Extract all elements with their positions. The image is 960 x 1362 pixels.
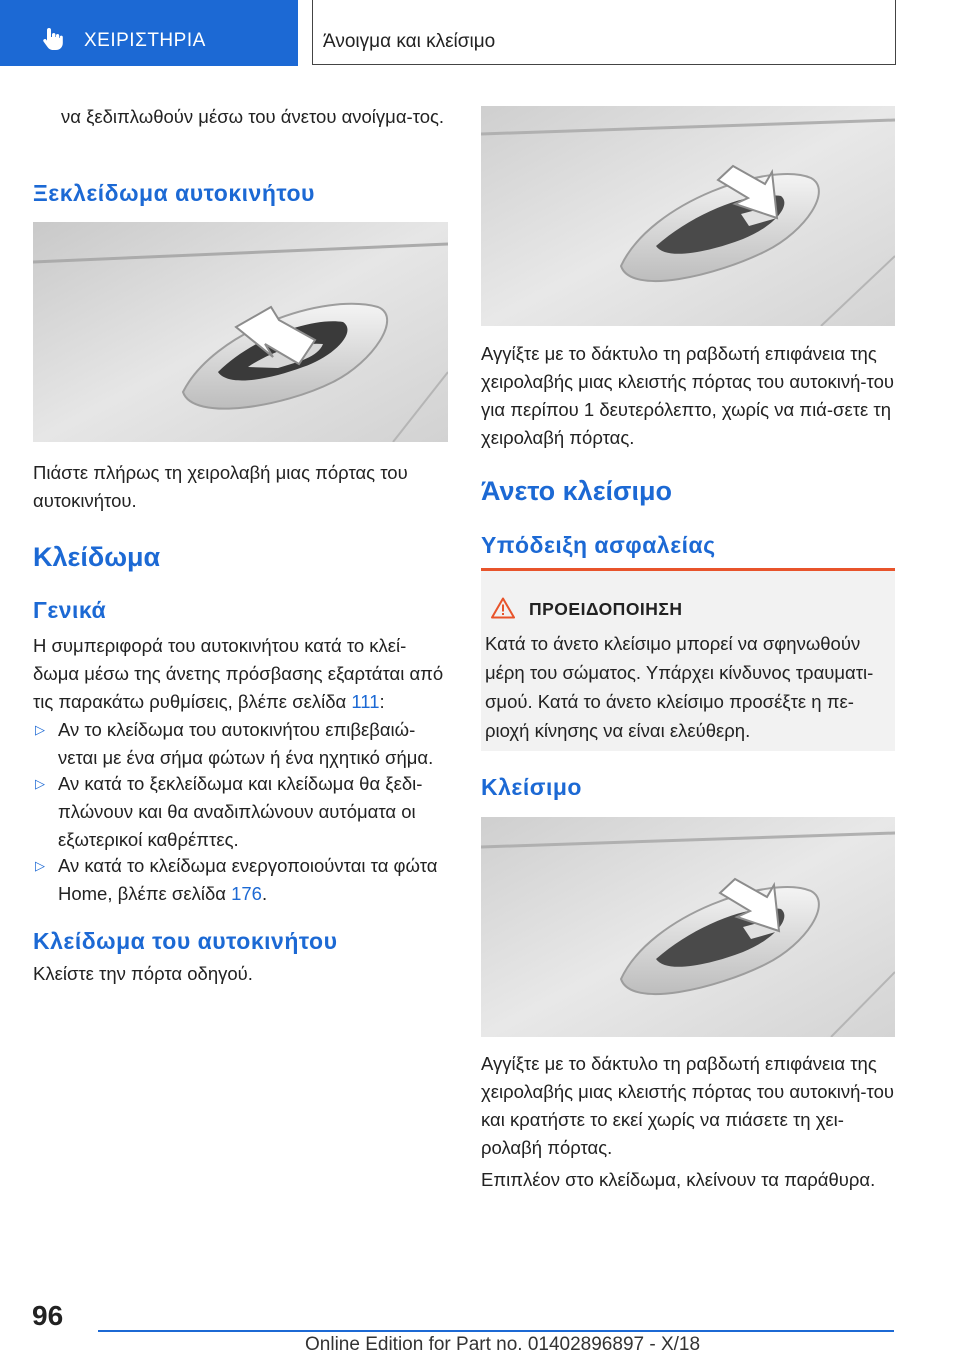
unlock-caption: Πιάστε πλήρως τη χειρολαβή μιας πόρτας του αυτοκινήτου. (33, 462, 408, 511)
warning-text: Κατά το άνετο κλείσιμο μπορεί να σφηνωθούν μέρη του σώματος. Υπάρχει κίνδυνος τραυματι-σμού. Κατά το άνετο κλείσιμο προσέξτε η πε-ριοχή κίνησης να είναι ελεύθερη. (485, 633, 874, 741)
page-link-176[interactable]: 176 (231, 883, 262, 904)
general-text-body: Η συμπεριφορά του αυτοκινήτου κατά το κλεί-δωμα μέσω της άνετης πρόσβασης εξαρτάται από τις παρακάτω ρυθμίσεις, βλέπε σελίδα (33, 635, 444, 712)
intro-text: να ξεδιπλωθούν μέσω του άνετου ανοίγμα-τος. (61, 106, 445, 127)
closing-caption: Αγγίξτε με το δάκτυλο τη ραβδωτή επιφάνεια της χειρολαβής μιας κλειστής πόρτας του αυτοκινή-του και κρατήστε το εκεί χωρίς να πιάσετε τη χει-ρολαβή πόρτας. (481, 1053, 894, 1158)
bullet-triangle-icon: ▷ (35, 722, 45, 737)
bullet-triangle-icon: ▷ (35, 858, 45, 873)
closing-heading: Κλείσιμο (481, 774, 582, 800)
safety-heading: Υπόδειξη ασφαλείας (481, 532, 716, 558)
warning-title: ΠΡΟΕΙΔΟΠΟΙΗΣΗ (529, 599, 683, 619)
hand-pointer-icon (40, 26, 66, 52)
unlock-heading: Ξεκλείδωμα αυτοκινήτου (33, 180, 315, 206)
comfort-close-heading: Άνετο κλείσιμο (481, 476, 672, 506)
chapter-title: Άνοιγμα και κλείσιμο (323, 31, 496, 52)
lock-car-heading: Κλείδωμα του αυτοκινήτου (33, 928, 338, 954)
door-handle-grip-photo (33, 222, 448, 442)
page-link-111[interactable]: 111 (351, 691, 380, 712)
door-handle-close-photo (481, 817, 895, 1037)
warning-triangle-icon (491, 597, 515, 619)
bullet-text (58, 852, 450, 908)
bullet-text: Αν το κλείδωμα του αυτοκινήτου επιβεβαιώ-νεται με ένα σήμα φώτων ή ένα ηχητικό σήμα. (58, 719, 434, 768)
bullet-text: Αν κατά το ξεκλείδωμα και κλείδωμα θα ξεδι-πλώνουν και θα αναδιπλώνουν αυτόματα οι εξωτερικοί καθρέπτες. (58, 773, 423, 850)
general-colon: : (379, 691, 385, 712)
bullet-text-body: Αν κατά το κλείδωμα ενεργοποιούνται τα φώτα Home, βλέπε σελίδα (58, 855, 438, 904)
footer-divider (98, 1330, 894, 1332)
windows-text: Επιπλέον στο κλείδωμα, κλείνουν τα παράθυρα. (481, 1169, 876, 1190)
bullet-triangle-icon: ▷ (35, 776, 45, 791)
bullet-suffix: . (261, 883, 268, 904)
section-label: ΧΕΙΡΙΣΤΗΡΙΑ (84, 30, 206, 51)
general-text (33, 632, 449, 716)
warning-box (481, 568, 895, 751)
door-handle-touch-photo (481, 106, 895, 326)
lock-car-text: Κλείστε την πόρτα οδηγού. (33, 963, 253, 984)
chapter-title-box (312, 0, 896, 65)
touch-caption: Αγγίξτε με το δάκτυλο τη ραβδωτή επιφάνεια της χειρολαβής μιας κλειστής πόρτας του αυτοκινή-του για περίπου 1 δευτερόλεπτο, χωρίς να πιά-σετε τη χειρολαβή πόρτας. (481, 343, 894, 448)
general-heading: Γενικά (33, 597, 107, 623)
lock-heading: Κλείδωμα (33, 542, 161, 572)
section-tab[interactable] (0, 0, 298, 66)
page-number: 96 (32, 1300, 64, 1331)
edition-text: Online Edition for Part no. 01402896897 - X/18 (305, 1334, 701, 1355)
